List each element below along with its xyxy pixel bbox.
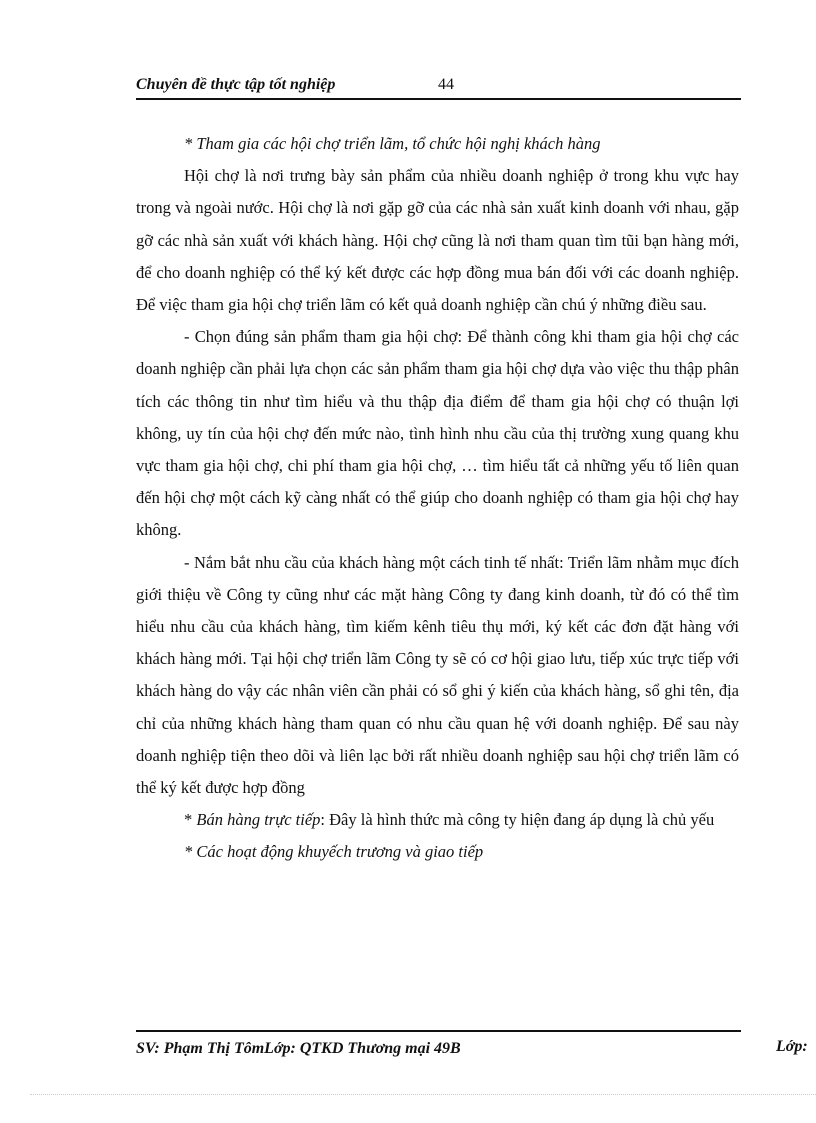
footer-student-info: SV: Phạm Thị TômLớp: QTKD Thương mại 49B (136, 1040, 461, 1057)
document-body (136, 128, 739, 869)
paragraph: * Bán hàng trực tiếp: Đây là hình thức mà công ty hiện đang áp dụng là chủ yếu (184, 810, 715, 830)
section-heading (136, 128, 739, 160)
section-heading (136, 836, 739, 868)
emphasis: Bán hàng trực tiếp (196, 810, 321, 830)
section-heading-text: * Tham gia các hội chợ triển lãm, tổ chức hội nghị khách hàng (184, 134, 601, 153)
paragraph: - Chọn đúng sản phẩm tham gia hội chợ: Để thành công khi tham gia hội chợ các doanh nghiệp cần phải lựa chọn các sản phẩm tham gia hội chợ dựa vào việc thu thập phân tích các thông tin như tìm hiểu và thu thập địa điểm để tham gia hội chợ có thuận lợi không, uy tín của hội chợ đến mức nào, tình hình nhu cầu của thị trường xung quang khu vực tham gia hội chợ, chi phí tham gia hội chợ, … tìm hiểu tất cả những yếu tố liên quan đến hội chợ một cách kỹ càng nhất có thể giúp cho doanh nghiệp có tham gia hội chợ hay không. (136, 327, 739, 540)
page-number: 44 (438, 76, 454, 93)
footer-class-label: Lớp: (776, 1038, 808, 1055)
document-title: Chuyên đề thực tập tốt nghiệp (136, 76, 336, 93)
page-bottom-divider (30, 1094, 816, 1095)
page-header (136, 76, 741, 100)
page-footer (136, 1030, 741, 1057)
paragraph: - Nắm bắt nhu cầu của khách hàng một cách tinh tế nhất: Triển lãm nhằm mục đích giới thiệu về Công ty cũng như các mặt hàng Công ty đang kinh doanh, từ đó có thể tìm hiểu nhu cầu của khách hàng, tìm kiếm kênh tiêu thụ mới, ký kết các đơn đặt hàng với khách hàng mới. Tại hội chợ triển lãm Công ty sẽ có cơ hội giao lưu, tiếp xúc trực tiếp với khách hàng do vậy các nhân viên cần phải có sổ ghi ý kiến của khách hàng, sổ ghi tên, địa chỉ của những khách hàng tham quan có nhu cầu quan hệ với doanh nghiệp. Để sau này doanh nghiệp tiện theo dõi và liên lạc bởi rất nhiều doanh nghiệp sau hội chợ triển lãm có thể ký kết được hợp đồng (136, 552, 739, 798)
section-heading-text: * Các hoạt động khuyếch trương và giao tiếp (184, 842, 484, 862)
paragraph: Hội chợ là nơi trưng bày sản phẩm của nhiều doanh nghiệp ở trong khu vực hay trong và ngoài nước. Hội chợ là nơi gặp gỡ của các nhà sản xuất kinh doanh với nhau, gặp gỡ các nhà sản xuất với khách hàng. Hội chợ cũng là nơi tham quan tìm tũi bạn hàng mới, để cho doanh nghiệp có thể ký kết được các hợp đồng mua bán đối với các doanh nghiệp. Để việc tham gia hội chợ triển lãm có kết quả doanh nghiệp cần chú ý những điều sau. (136, 166, 739, 315)
